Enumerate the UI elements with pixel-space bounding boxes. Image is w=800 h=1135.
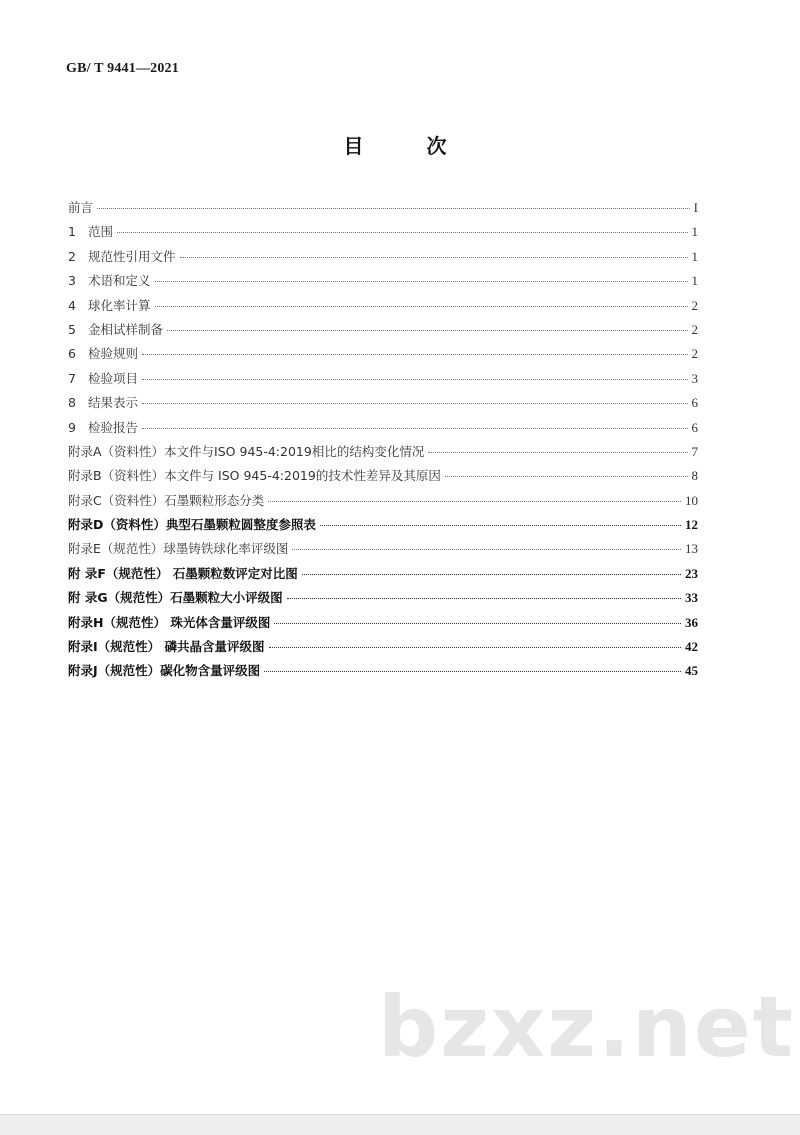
page-bottom-edge [0, 1114, 800, 1135]
toc-entry-page: 23 [685, 565, 698, 581]
toc-entry[interactable] [68, 344, 698, 368]
toc-entry-number: 4 [68, 297, 76, 313]
toc-leader-dots [142, 379, 687, 380]
toc-entry-label [68, 296, 151, 314]
toc-entry-page: 2 [691, 297, 698, 313]
toc-entry-number: 1 [68, 224, 76, 240]
toc-entry[interactable] [68, 637, 698, 661]
toc-entry[interactable] [68, 222, 698, 246]
toc-entry-label [68, 418, 138, 436]
toc-entry-text: 检验报告 [88, 419, 139, 435]
toc-entry[interactable] [68, 491, 698, 515]
toc-entry-text: 球化率计算 [88, 297, 151, 313]
toc-entry-page: I [693, 200, 698, 215]
toc-entry-label [68, 564, 298, 582]
toc-entry-label [68, 369, 138, 387]
toc-entry[interactable] [68, 588, 698, 612]
toc-entry-page: 2 [691, 321, 698, 337]
toc-entry-text: 附录B（资料性）本文件与 ISO 945-4:2019的技术性差异及其原因 [68, 468, 441, 484]
toc-entry-page: 13 [685, 541, 698, 557]
toc-entry-number: 9 [68, 419, 76, 435]
toc-entry-text: 附录C（资料性）石墨颗粒形态分类 [68, 492, 265, 508]
toc-leader-dots [117, 232, 687, 233]
toc-entry[interactable] [68, 442, 698, 466]
toc-entry-text: 附 录F（规范性） 石墨颗粒数评定对比图 [68, 565, 298, 581]
toc-entry-text: 规范性引用文件 [88, 248, 176, 264]
toc-entry-label [68, 344, 138, 362]
toc-entry-number: 7 [68, 370, 76, 386]
toc-leader-dots [287, 598, 681, 599]
toc-entry-number: 8 [68, 395, 76, 411]
toc-entry-text: 附录D（资料性）典型石墨颗粒圆整度参照表 [68, 517, 316, 533]
toc-leader-dots [97, 208, 690, 209]
toc-entry-text: 术语和定义 [88, 273, 151, 289]
toc-leader-dots [274, 623, 681, 624]
toc-leader-dots [445, 476, 688, 477]
toc-leader-dots [142, 403, 687, 404]
toc-leader-dots [155, 281, 688, 282]
toc-entry-text: 附录I（规范性） 磷共晶含量评级图 [68, 639, 265, 655]
toc-entry[interactable] [68, 539, 698, 563]
toc-entry-label [68, 393, 138, 411]
toc-leader-dots [269, 647, 681, 648]
toc-entry-label [68, 539, 288, 557]
toc-entry-label [68, 442, 424, 460]
toc-entry-text: 附 录G（规范性）石墨颗粒大小评级图 [68, 590, 283, 606]
toc-entry-number: 3 [68, 273, 76, 289]
toc-leader-dots [142, 354, 687, 355]
toc-entry-text: 附录A（资料性）本文件与ISO 945-4:2019相比的结构变化情况 [68, 443, 425, 459]
toc-entry-page: 6 [691, 419, 698, 435]
toc-entry-page: 8 [691, 468, 698, 484]
toc-entry-text: 附录E（规范性）球墨铸铁球化率评级图 [68, 541, 289, 557]
toc-entry[interactable] [68, 296, 698, 320]
toc-entry-page: 3 [691, 370, 698, 386]
toc-entry-page: 36 [685, 614, 698, 630]
toc-entry[interactable] [68, 515, 698, 539]
toc-entry-text: 结果表示 [88, 395, 139, 411]
toc-entry-page: 6 [691, 395, 698, 411]
toc-entry-label [68, 491, 264, 509]
toc-entry-text: 附录H（规范性） 珠光体含量评级图 [68, 614, 271, 630]
toc-entry[interactable] [68, 564, 698, 588]
toc-entry-page: 45 [685, 663, 698, 679]
toc-leader-dots [268, 501, 681, 502]
toc-entry-label [68, 661, 260, 679]
toc-entry-label [68, 271, 151, 289]
toc-entry[interactable] [68, 198, 698, 222]
toc-leader-dots [320, 525, 681, 526]
toc-entry[interactable] [68, 418, 698, 442]
toc-leader-dots [167, 330, 687, 331]
toc-leader-dots [180, 257, 688, 258]
toc-entry-label [68, 320, 163, 338]
watermark: bzxz.net [378, 978, 795, 1076]
toc-entry-page: 1 [691, 273, 698, 289]
toc-entry-label [68, 222, 113, 240]
toc-entry-page: 1 [691, 248, 698, 264]
toc-entry-text: 检验规则 [88, 346, 139, 362]
toc-entry-number: 6 [68, 346, 76, 362]
toc-entry[interactable] [68, 661, 698, 685]
toc-entry-text: 前言 [68, 200, 94, 215]
toc-entry-page: 12 [685, 517, 698, 533]
toc-entry-label [68, 198, 93, 216]
toc-entry-page: 7 [691, 443, 698, 459]
toc-entry-page: 2 [691, 346, 698, 362]
toc-entry-page: 1 [691, 224, 698, 240]
toc-entry-text: 金相试样制备 [88, 321, 164, 337]
toc-entry-text: 范围 [88, 224, 114, 240]
toc-entry[interactable] [68, 320, 698, 344]
toc-entry-text: 附录J（规范性）碳化物含量评级图 [68, 663, 261, 679]
toc-entry[interactable] [68, 271, 698, 295]
toc-entry[interactable] [68, 466, 698, 490]
toc-entry[interactable] [68, 613, 698, 637]
toc-entry[interactable] [68, 393, 698, 417]
toc-entry[interactable] [68, 369, 698, 393]
toc-entry[interactable] [68, 247, 698, 271]
toc-entry-number: 5 [68, 321, 76, 337]
toc-leader-dots [302, 574, 681, 575]
toc-leader-dots [292, 549, 681, 550]
toc-title: 目 次 [343, 134, 475, 158]
toc-entry-page: 42 [685, 639, 698, 655]
toc-entry-label [68, 515, 316, 533]
toc-entry-label [68, 466, 441, 484]
toc-leader-dots [155, 306, 688, 307]
toc-entry-label [68, 613, 270, 631]
toc-entry-text: 检验项目 [88, 370, 139, 386]
toc-entry-label [68, 637, 265, 655]
toc-leader-dots [264, 671, 681, 672]
toc-entry-page: 33 [685, 590, 698, 606]
standard-code: GB/ T 9441—2021 [66, 61, 179, 76]
toc-entry-label [68, 588, 283, 606]
toc-entry-label [68, 247, 176, 265]
table-of-contents [68, 198, 698, 686]
toc-entry-page: 10 [685, 492, 698, 508]
toc-leader-dots [428, 452, 687, 453]
toc-leader-dots [142, 428, 687, 429]
toc-entry-number: 2 [68, 248, 76, 264]
